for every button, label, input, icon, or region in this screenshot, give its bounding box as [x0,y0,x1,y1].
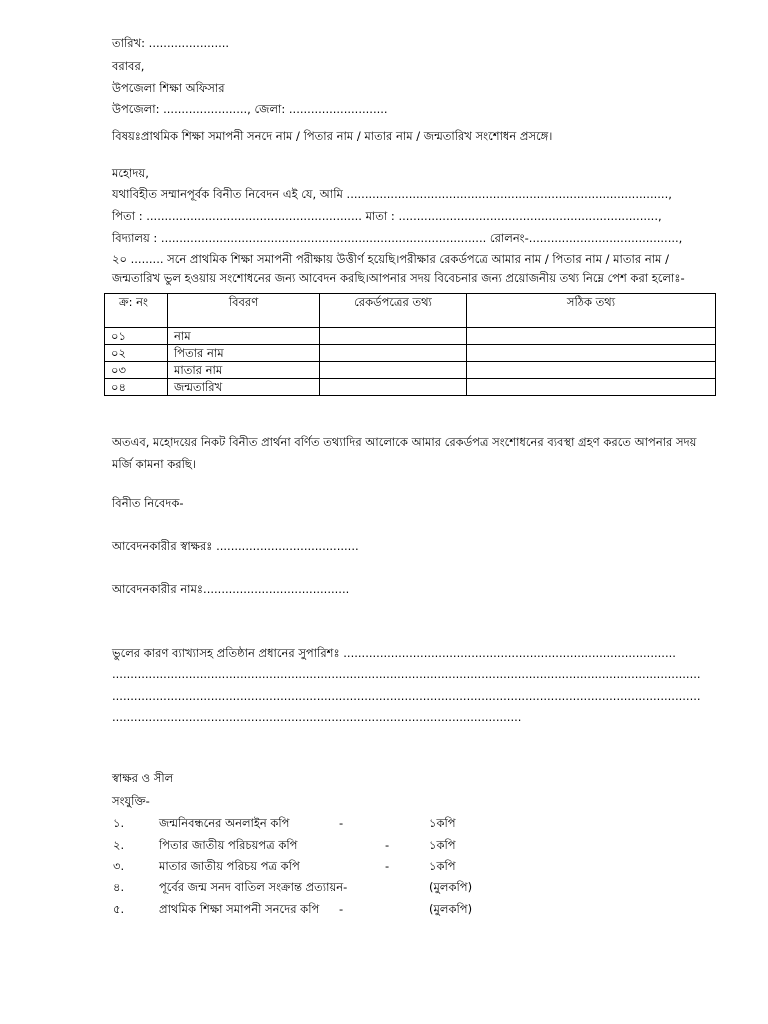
enclosure-number: ৩. [113,859,125,873]
enclosure-number: ৪. [113,880,125,894]
row-item: নাম [168,328,320,345]
header-description: বিবরণ [168,294,320,328]
enclosure-copies: ১কপি [429,838,456,852]
row-item: মাতার নাম [168,362,320,379]
correction-table [104,293,716,396]
enclosure-copies: ১কপি [429,816,456,830]
enclosure-text: মাতার জাতীয় পরিচয় পত্র কপি [159,859,300,873]
record-info-cell[interactable] [320,328,467,345]
table-header-row [105,294,716,328]
request-line: জন্মতারিখ ভুল হওয়ায় সংশোধনের জন্য আবেদন করছি।আপনার সদয় বিবেচনার জন্য প্রয়োজনীয় তথ্য নিম্নে পেশ করা হলোঃ- [112,271,685,285]
upazila-district-line: উপজেলা: ......................., জেলা: ........................... [112,102,388,116]
name-line: আবেদনকারীর নামঃ........................................ [112,582,350,596]
table-row [105,328,716,345]
salutation: মহোদয়, [112,166,149,180]
enclosure-number: ১. [113,816,125,830]
enclosure-copies: (মুলকপি) [429,880,473,894]
intro-line: যথাবিহীত সম্মানপূর্বক বিনীত নিবেদন এই যে, আমি ........................................................................................, [112,187,672,201]
subject-line: বিষয়ঃপ্রাথমিক শিক্ষা সমাপনী সনদে নাম / পিতার নাম / মাতার নাম / জন্মতারিখ সংশোধন প্রসঙ্গে। [112,129,553,143]
enclosure-number: ৫. [113,902,125,916]
enclosure-number: ২. [113,838,125,852]
correct-info-cell[interactable] [467,362,716,379]
enclosure-dash: - [339,902,344,916]
row-item: পিতার নাম [168,345,320,362]
signature-seal-label: স্বাক্ষর ও সীল [112,771,174,785]
correct-info-cell[interactable] [467,345,716,362]
signature-line: আবেদনকারীর স্বাক্ষরঃ ....................................... [112,539,359,553]
enclosure-copies: ১কপি [429,859,456,873]
header-serial: ক্র: নং [105,294,168,328]
row-number: ০২ [105,345,168,362]
date-line: তারিখ: ...................... [112,36,230,50]
recommendation-dots-1: ................................................................................................................................................................. [112,667,701,681]
table-row [105,362,716,379]
row-number: ০৩ [105,362,168,379]
enclosure-text: জন্মনিবন্ধনের অনলাইন কপি [159,816,290,830]
enclosure-copies: (মুলকপি) [429,902,473,916]
recommendation-dots-3: ................................................................................................................ [112,710,522,724]
enclosure-text: প্রাথমিক শিক্ষা সমাপনী সনদের কপি [159,902,320,916]
applicant-label: বিনীত নিবেদক- [112,496,184,510]
recommendation-dots-2: ................................................................................................................................................................. [112,689,701,703]
header-record-info: রেকর্ডপত্রের তথ্য [320,294,467,328]
record-info-cell[interactable] [320,345,467,362]
enclosure-dash: - [385,859,390,873]
header-correct-info: সঠিক তথ্য [467,294,716,328]
record-info-cell[interactable] [320,362,467,379]
record-info-cell[interactable] [320,379,467,396]
father-mother-line: পিতা : ........................................................... মাতা : ......................................................................., [112,209,662,223]
recommendation-line: ভুলের কারণ ব্যাখ্যাসহ প্রতিষ্ঠান প্রধানের সুপারিশঃ ........................................................................................... [112,646,676,660]
closing-paragraph: অতএব, মহোদয়ের নিকট বিনীত প্রার্থনা বর্ণিত তথ্যাদির আলোকে আমার রেকর্ডপত্র সংশোধনের ব্যবস্থা গ্রহণ করতে আপনার সদয় মর্জি কামনা করছি। [112,435,697,471]
to-label: বরাবর, [112,59,145,73]
school-roll-line: বিদ্যালয় : ......................................................................................... রোলনং-........................................., [112,231,683,245]
correct-info-cell[interactable] [467,328,716,345]
correct-info-cell[interactable] [467,379,716,396]
row-item: জন্মতারিখ [168,379,320,396]
exam-line: ২০ ......... সনে প্রাথমিক শিক্ষা সমাপনী পরীক্ষায় উত্তীর্ণ হয়েছি।পরীক্ষার রেকর্ডপত্রে আমার নাম / পিতার নাম / মাতার নাম / [112,252,669,266]
enclosure-dash: - [385,838,390,852]
enclosure-text: পিতার জাতীয় পরিচয়পত্র কপি [159,838,298,852]
enclosure-text: পূর্বের জন্ম সনদ বাতিল সংক্রান্ত প্রত্যায়ন- [159,880,348,894]
row-number: ০১ [105,328,168,345]
table-row [105,379,716,396]
enclosure-heading: সংযুক্তি- [112,794,150,808]
row-number: ০৪ [105,379,168,396]
recipient: উপজেলা শিক্ষা অফিসার [112,81,225,95]
table-row [105,345,716,362]
enclosure-dash: - [339,816,344,830]
